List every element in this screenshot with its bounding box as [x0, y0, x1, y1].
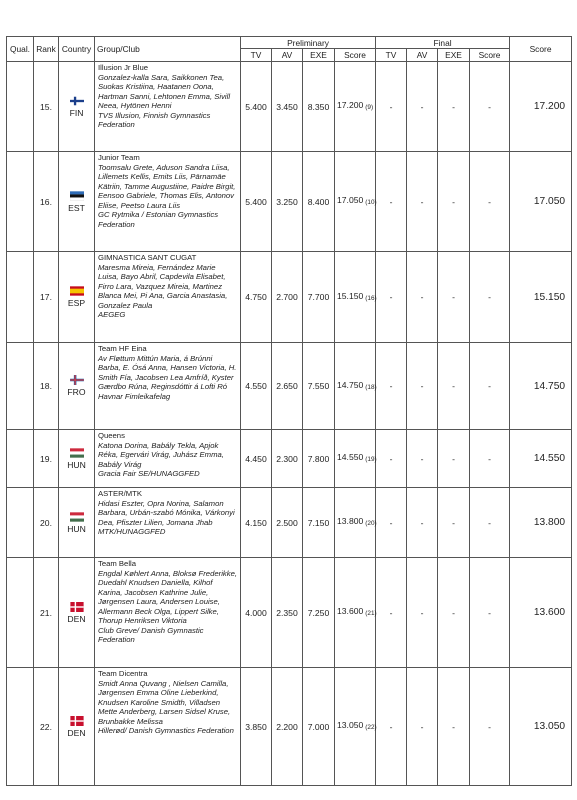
header-final-score: Score	[470, 49, 510, 62]
fin-flag-icon	[70, 96, 84, 106]
final-score: -	[470, 558, 510, 668]
den-flag-icon	[70, 716, 84, 726]
group-club-cell	[95, 668, 241, 786]
prelim-score-cell	[335, 343, 376, 430]
group-club-cell	[95, 558, 241, 668]
final-score: -	[470, 152, 510, 252]
prelim-rank: (22)	[365, 724, 377, 731]
team-members: Gonzalez-kalla Sara, Saikkonen Tea, Suokas Kristiina, Haatanen Oona, Hartman Sanni, Lehtonen Emma, Sivill Neea, Hytönen Henni	[98, 72, 231, 110]
results-table	[6, 36, 572, 786]
prelim-av: 2.350	[272, 558, 303, 668]
country-cell	[59, 668, 95, 786]
prelim-score-cell	[335, 558, 376, 668]
total-score: 13.600	[510, 558, 572, 668]
team-members: Av Fløttum Mittún Maria, á Brúnni Barba, E. Ósá Anna, Hansen Victoria, H. Smith Fía, Jacobsen Lea Amfríð, Kyster Gærdbo Rúna, Reginsdóttir á Lofti Ró	[98, 353, 237, 391]
team-name: Team Dicentra	[98, 669, 148, 678]
team-name: Team Bella	[98, 559, 137, 568]
team-members: Hidasi Eszter, Opra Norina, Salamon Barbara, Urbán-szabó Mónika, Várkonyi Dea, Pfiszter Lilien, Jomana Jhab	[98, 498, 235, 527]
country-cell	[59, 488, 95, 558]
prelim-rank: (21)	[365, 610, 377, 617]
total-score: 17.200	[510, 62, 572, 152]
prelim-tv: 4.750	[241, 252, 272, 343]
prelim-exe: 7.800	[303, 430, 335, 488]
total-score: 13.050	[510, 668, 572, 786]
table-row	[7, 62, 572, 152]
total-score: 14.550	[510, 430, 572, 488]
hun-flag-icon	[70, 448, 84, 458]
qual-cell	[7, 668, 34, 786]
final-score: -	[470, 488, 510, 558]
club-name: Havnar Fimleikafelag	[98, 391, 171, 401]
prelim-rank: (18)	[365, 383, 377, 391]
country-cell	[59, 252, 95, 343]
rank-cell: 18.	[34, 343, 59, 430]
table-row	[7, 343, 572, 430]
prelim-score-cell	[335, 62, 376, 152]
table-row	[7, 252, 572, 343]
prelim-tv: 3.850	[241, 668, 272, 786]
final-tv: -	[376, 62, 407, 152]
prelim-av: 2.300	[272, 430, 303, 488]
prelim-av: 3.450	[272, 62, 303, 152]
prelim-rank: (10)	[365, 199, 377, 206]
prelim-tv: 4.150	[241, 488, 272, 558]
prelim-tv: 4.450	[241, 430, 272, 488]
team-name: Queens	[98, 431, 125, 440]
rank-cell: 20.	[34, 488, 59, 558]
header-final-av: AV	[407, 49, 438, 62]
country-code: HUN	[67, 459, 86, 470]
prelim-score: 17.050	[337, 195, 364, 205]
final-av: -	[407, 430, 438, 488]
final-tv: -	[376, 668, 407, 786]
prelim-score: 17.200	[337, 100, 364, 110]
prelim-exe: 7.700	[303, 252, 335, 343]
team-name: Junior Team	[98, 153, 140, 162]
prelim-exe: 8.350	[303, 62, 335, 152]
prelim-score: 13.800	[337, 516, 364, 526]
group-club-cell	[95, 343, 241, 430]
prelim-score: 13.600	[337, 606, 364, 616]
header-prelim-av: AV	[272, 49, 303, 62]
prelim-exe: 7.000	[303, 668, 335, 786]
club-name: TVS Illusion, Finnish Gymnastics Federation	[98, 110, 211, 129]
final-av: -	[407, 558, 438, 668]
prelim-score-cell	[335, 152, 376, 252]
final-score: -	[470, 668, 510, 786]
rank-cell: 17.	[34, 252, 59, 343]
prelim-av: 2.650	[272, 343, 303, 430]
header-prelim-exe: EXE	[303, 49, 335, 62]
total-score: 13.800	[510, 488, 572, 558]
club-name: Club Greve/ Danish Gymnastic Federation	[98, 625, 204, 644]
team-members: Smidt Anna Quvang , Nielsen Camilla, Jørgensen Emma Oline Lieberkind, Knudsen Karoline Smidth, Villadsen Mette Anderberg, Larsen Sidsel Kruse, Brunbakke Melissa	[98, 678, 231, 726]
prelim-av: 2.200	[272, 668, 303, 786]
country-cell	[59, 152, 95, 252]
final-exe: -	[438, 343, 470, 430]
team-name: Team HF Eina	[98, 344, 147, 353]
header-qual: Qual.	[7, 37, 34, 62]
esp-flag-icon	[70, 286, 84, 296]
group-club-cell	[95, 430, 241, 488]
country-code: FIN	[69, 107, 84, 118]
den-flag-icon	[70, 602, 84, 612]
rank-cell: 21.	[34, 558, 59, 668]
group-club-cell	[95, 488, 241, 558]
prelim-tv: 4.550	[241, 343, 272, 430]
country-cell	[59, 558, 95, 668]
final-score: -	[470, 62, 510, 152]
table-row	[7, 430, 572, 488]
final-exe: -	[438, 252, 470, 343]
country-code: DEN	[67, 613, 86, 624]
table-row	[7, 488, 572, 558]
club-name: Hillerød/ Danish Gymnastics Federation	[98, 726, 234, 735]
group-club-cell	[95, 252, 241, 343]
prelim-score: 13.050	[337, 720, 364, 730]
prelim-score-cell	[335, 488, 376, 558]
team-members: Engdal Køhlert Anna, Bloksø Frederikke, Duedahl Knudsen Daniella, Kilhof Karina, Jacobsen Kathrine Julie, Jørgensen Laura, Andersen Louise, Allermann Beck Olga, Lippert Silke, Thorup Henriksen Viktoria	[98, 568, 238, 625]
prelim-exe: 8.400	[303, 152, 335, 252]
team-members: Katona Dorina, Babály Tekla, Apjok Réka, Egervári Virág, Juhász Emma, Babály Virág	[98, 440, 224, 469]
header-country: Country	[59, 37, 95, 62]
prelim-score: 15.150	[337, 290, 364, 301]
header-score: Score	[510, 37, 572, 62]
country-cell	[59, 343, 95, 430]
country-cell	[59, 430, 95, 488]
prelim-av: 3.250	[272, 152, 303, 252]
prelim-score-cell	[335, 430, 376, 488]
prelim-tv: 5.400	[241, 62, 272, 152]
rank-cell: 22.	[34, 668, 59, 786]
final-av: -	[407, 62, 438, 152]
final-score: -	[470, 343, 510, 430]
header-final: Final	[376, 37, 510, 49]
final-score: -	[470, 430, 510, 488]
final-exe: -	[438, 488, 470, 558]
prelim-score-cell	[335, 668, 376, 786]
club-name: Gracia Fair SE/HUNAGGFED	[98, 469, 200, 478]
table-row	[7, 558, 572, 668]
prelim-score: 14.550	[337, 452, 364, 462]
club-name: GC Rytmika / Estonian Gymnastics Federation	[98, 210, 219, 229]
qual-cell	[7, 62, 34, 152]
final-exe: -	[438, 152, 470, 252]
prelim-tv: 4.000	[241, 558, 272, 668]
qual-cell	[7, 558, 34, 668]
qual-cell	[7, 152, 34, 252]
final-av: -	[407, 488, 438, 558]
prelim-score-cell	[335, 252, 376, 343]
club-name: MTK/HUNAGGFED	[98, 527, 166, 536]
team-name: Illusion Jr Blue	[98, 63, 148, 72]
country-code: EST	[68, 202, 85, 213]
prelim-exe: 7.150	[303, 488, 335, 558]
final-exe: -	[438, 430, 470, 488]
final-tv: -	[376, 152, 407, 252]
prelim-score: 14.750	[337, 379, 364, 390]
header-prelim-score: Score	[335, 49, 376, 62]
country-code: FRO	[67, 387, 86, 397]
header-prelim-tv: TV	[241, 49, 272, 62]
qual-cell	[7, 488, 34, 558]
team-name: ASTER/MTK	[98, 489, 142, 498]
final-tv: -	[376, 558, 407, 668]
header-preliminary: Preliminary	[241, 37, 376, 49]
final-exe: -	[438, 668, 470, 786]
final-av: -	[407, 343, 438, 430]
table-row	[7, 668, 572, 786]
rank-cell: 16.	[34, 152, 59, 252]
prelim-tv: 5.400	[241, 152, 272, 252]
country-cell	[59, 62, 95, 152]
total-score: 17.050	[510, 152, 572, 252]
final-tv: -	[376, 430, 407, 488]
header-final-exe: EXE	[438, 49, 470, 62]
final-score: -	[470, 252, 510, 343]
prelim-rank: (19)	[365, 456, 377, 463]
qual-cell	[7, 430, 34, 488]
total-score: 14.750	[510, 343, 572, 430]
group-club-cell	[95, 152, 241, 252]
final-tv: -	[376, 343, 407, 430]
rank-cell: 19.	[34, 430, 59, 488]
club-name: AEGEG	[98, 310, 126, 319]
qual-cell	[7, 343, 34, 430]
final-av: -	[407, 252, 438, 343]
country-code: DEN	[67, 727, 86, 738]
team-name: GIMNASTICA SANT CUGAT	[98, 253, 197, 262]
prelim-rank: (20)	[365, 520, 377, 527]
table-row	[7, 152, 572, 252]
prelim-av: 2.700	[272, 252, 303, 343]
country-code: HUN	[67, 523, 86, 534]
country-code: ESP	[67, 298, 86, 308]
prelim-av: 2.500	[272, 488, 303, 558]
prelim-rank: (9)	[365, 104, 374, 111]
prelim-exe: 7.250	[303, 558, 335, 668]
final-av: -	[407, 152, 438, 252]
hun-flag-icon	[70, 512, 84, 522]
final-exe: -	[438, 558, 470, 668]
group-club-cell	[95, 62, 241, 152]
final-tv: -	[376, 252, 407, 343]
fro-flag-icon	[70, 375, 84, 385]
team-members: Maresma Mireia, Fernández Marie Luisa, Bayo Abril, Capdevila Elisabet, Firro Lara, Vazquez Mireia, Martinez Blanca Mei, Pi Ana, Garcia Anastasia, Gonzalez Paula	[98, 262, 228, 310]
final-exe: -	[438, 62, 470, 152]
final-av: -	[407, 668, 438, 786]
header-rank: Rank	[34, 37, 59, 62]
final-tv: -	[376, 488, 407, 558]
total-score: 15.150	[510, 252, 572, 343]
team-members: Toomsalu Grete, Aduson Sandra Liisa, Lillemets Kellis, Emits Liis, Pärnamäe Kätriin, Tamme Augustiine, Paidre Birgit, Eensoo Gabriele, Thomas Elis, Antonov Eliise, Peetso Laura Liis	[98, 162, 236, 210]
header-final-tv: TV	[376, 49, 407, 62]
qual-cell	[7, 252, 34, 343]
prelim-exe: 7.550	[303, 343, 335, 430]
header-group-club: Group/Club	[95, 37, 241, 62]
rank-cell: 15.	[34, 62, 59, 152]
est-flag-icon	[70, 191, 84, 201]
prelim-rank: (16)	[365, 294, 377, 302]
